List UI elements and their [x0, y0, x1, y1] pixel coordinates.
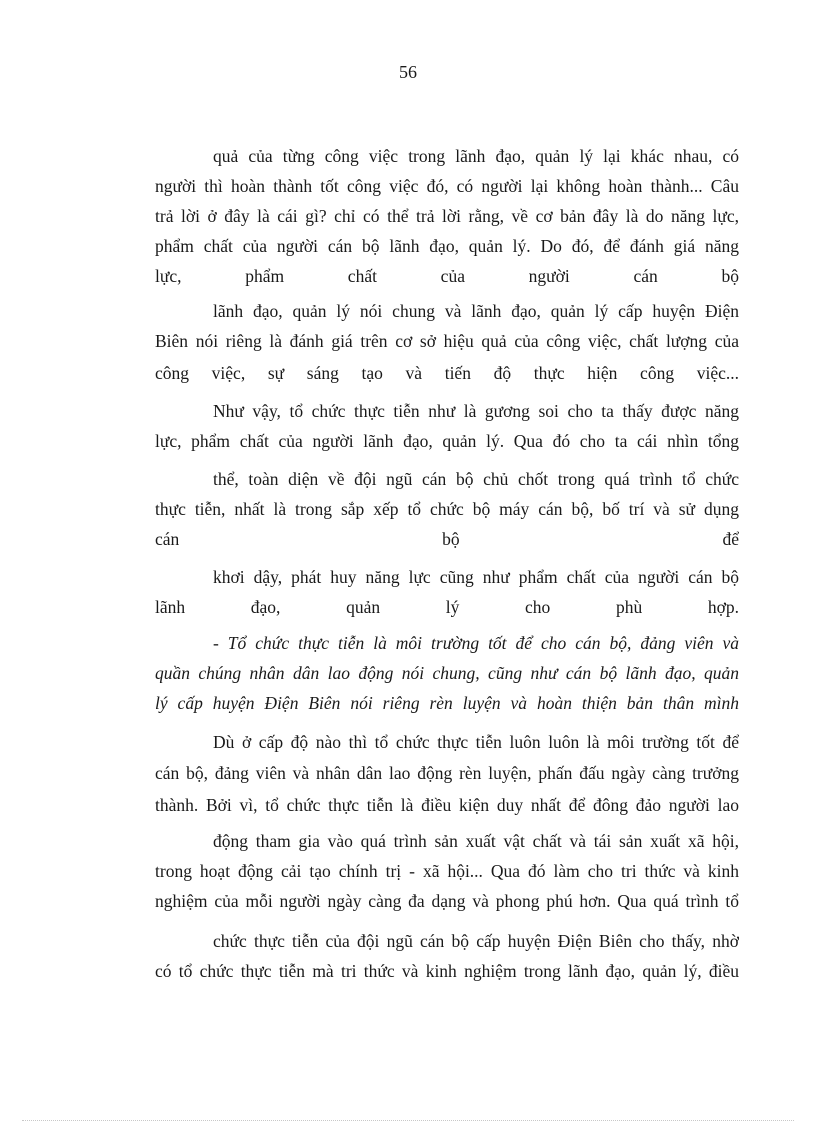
text-line: người thì hoàn thành tốt công việc đó, có người lại không hoàn thành... Câu — [155, 176, 739, 196]
text-line: chức thực tiễn của đội ngũ cán bộ cấp huyện Điện Biên cho thấy, nhờ — [213, 931, 739, 951]
text-line: khơi dậy, phát huy năng lực cũng như phẩm chất của người cán bộ — [213, 567, 739, 587]
page-bottom-divider — [22, 1120, 794, 1121]
page-number: 56 — [399, 62, 417, 82]
text-line: phẩm chất của người cán bộ lãnh đạo, quản lý. Do đó, để đánh giá năng — [155, 236, 739, 256]
text-line: lực, phẩm chất của người cán bộ — [155, 266, 739, 286]
text-line: thể, toàn diện về đội ngũ cán bộ chủ chốt trong quá trình tổ chức — [213, 469, 739, 489]
text-line: thực tiễn, nhất là trong sắp xếp tổ chức bộ máy cán bộ, bố trí và sử dụng — [155, 499, 739, 519]
text-line: công việc, sự sáng tạo và tiến độ thực hiện công việc... — [155, 363, 739, 383]
text-line: trả lời ở đây là cái gì? chỉ có thể trả lời rằng, về cơ bản đây là do năng lực, — [155, 206, 739, 226]
text-line: trong hoạt động cải tạo chính trị - xã hội... Qua đó làm cho tri thức và kinh — [155, 861, 739, 881]
text-line: nghiệm của mỗi người ngày càng đa dạng và phong phú hơn. Qua quá trình tổ — [155, 891, 739, 911]
italic-heading-line: quần chúng nhân dân lao động nói chung, cũng như cán bộ lãnh đạo, quản — [155, 663, 739, 683]
text-line: Như vậy, tổ chức thực tiễn như là gương soi cho ta thấy được năng — [213, 401, 739, 421]
text-line: cán bộ, đảng viên và nhân dân lao động rèn luyện, phấn đấu ngày càng trưởng — [155, 763, 739, 783]
text-line: lãnh đạo, quản lý cho phù hợp. — [155, 597, 739, 617]
text-line: lực, phẩm chất của người lãnh đạo, quản lý. Qua đó cho ta cái nhìn tổng — [155, 431, 739, 451]
text-line: động tham gia vào quá trình sản xuất vật chất và tái sản xuất xã hội, — [213, 831, 739, 851]
text-line: quả của từng công việc trong lãnh đạo, quản lý lại khác nhau, có — [213, 146, 739, 166]
text-line: Biên nói riêng là đánh giá trên cơ sở hiệu quả của công việc, chất lượng của — [155, 331, 739, 351]
text-line: cán bộ để — [155, 529, 739, 549]
text-line: lãnh đạo, quản lý nói chung và lãnh đạo, quản lý cấp huyện Điện — [213, 301, 739, 321]
text-line: có tổ chức thực tiễn mà tri thức và kinh nghiệm trong lãnh đạo, quản lý, điều — [155, 961, 739, 981]
text-line: thành. Bởi vì, tổ chức thực tiễn là điều kiện duy nhất để đông đảo người lao — [155, 795, 739, 815]
italic-heading-line: - Tổ chức thực tiễn là môi trường tốt để cho cán bộ, đảng viên và — [213, 633, 739, 653]
italic-heading-line: lý cấp huyện Điện Biên nói riêng rèn luyện và hoàn thiện bản thân mình — [155, 693, 739, 713]
text-line: Dù ở cấp độ nào thì tổ chức thực tiễn luôn luôn là môi trường tốt để — [213, 732, 739, 752]
